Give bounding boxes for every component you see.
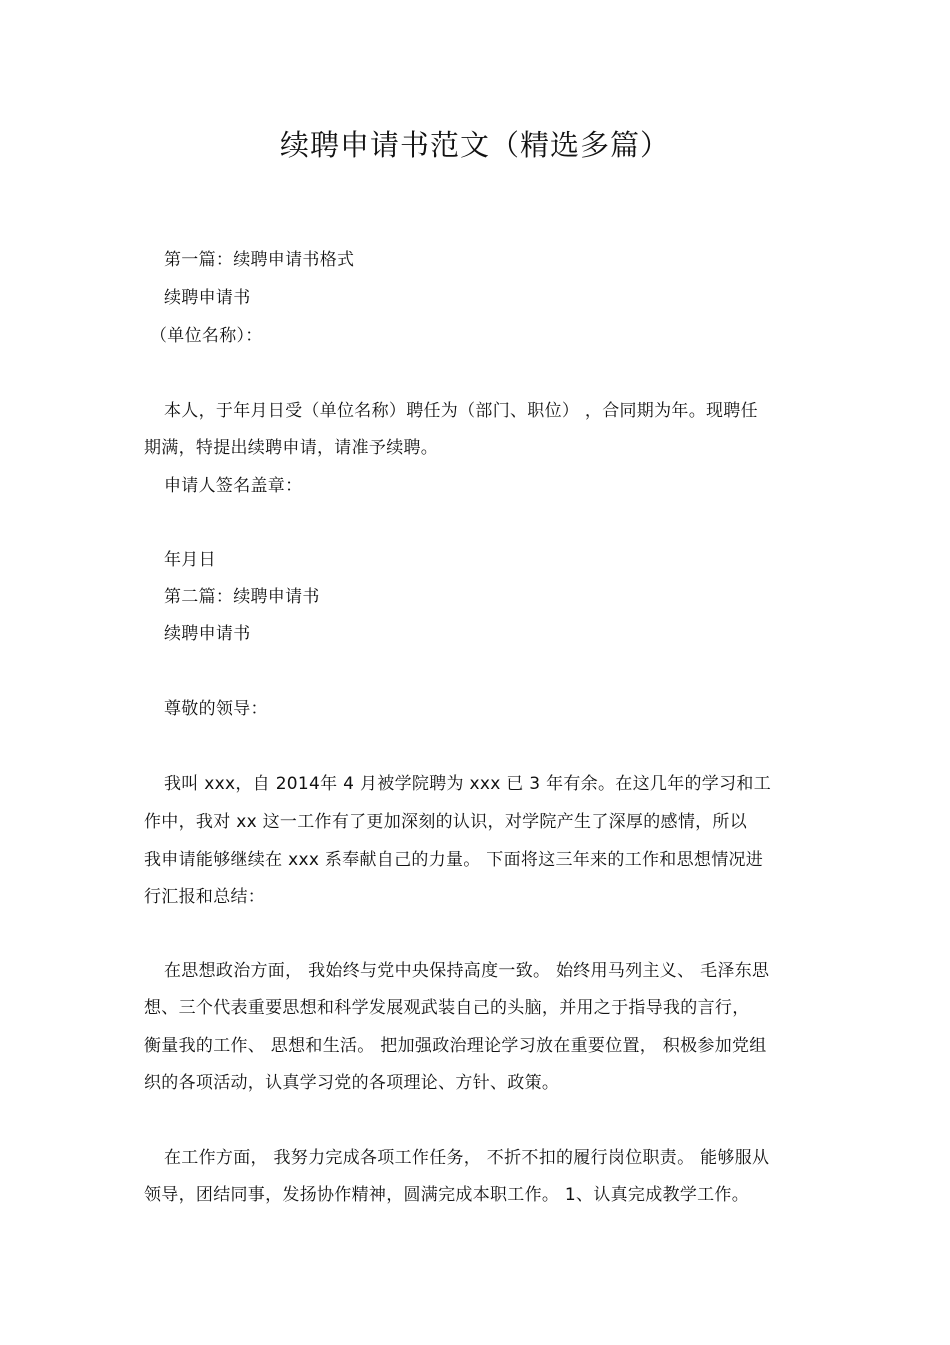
body-line: 作中，我对 xx 这一工作有了更加深刻的认识，对学院产生了深厚的感情，所以 xyxy=(144,812,748,832)
document-title: 续聘申请书范文（精选多篇） xyxy=(279,128,670,162)
section-heading-1: 第一篇：续聘申请书格式 xyxy=(164,250,355,270)
body-line: 行汇报和总结： xyxy=(144,887,266,907)
body-line: 我申请能够继续在 xxx 系奉献自己的力量。 下面将这三年来的工作和思想情况进 xyxy=(144,850,764,870)
salutation-line: 尊敬的领导： xyxy=(164,699,268,719)
body-line: 期满，特提出续聘申请，请准予续聘。 xyxy=(144,438,439,458)
recipient-line: （单位名称）： xyxy=(150,326,263,346)
body-line: 织的各项活动，认真学习党的各项理论、方针、政策。 xyxy=(144,1073,560,1093)
date-line: 年月日 xyxy=(164,550,216,570)
body-line: 在工作方面， 我努力完成各项工作任务， 不折不扣的履行岗位职责。 能够服从 xyxy=(164,1148,770,1168)
letter-heading-2: 续聘申请书 xyxy=(164,624,251,644)
body-line: 本人，于年月日受（单位名称）聘任为（部门、职位） ，合同期为年。现聘任 xyxy=(164,401,758,421)
body-line: 想、三个代表重要思想和科学发展观武装自己的头脑，并用之于指导我的言行， xyxy=(144,998,750,1018)
body-line: 领导，团结同事，发扬协作精神，圆满完成本职工作。 1、认真完成教学工作。 xyxy=(144,1185,750,1205)
signature-line: 申请人签名盖章： xyxy=(164,476,303,496)
body-line: 在思想政治方面， 我始终与党中央保持高度一致。 始终用马列主义、 毛泽东思 xyxy=(164,961,770,981)
body-line: 我叫 xxx，自 2014年 4 月被学院聘为 xxx 已 3 年有余。在这几年的学习和工 xyxy=(164,774,771,794)
letter-heading-1: 续聘申请书 xyxy=(164,288,251,308)
body-line: 衡量我的工作、 思想和生活。 把加强政治理论学习放在重要位置， 积极参加党组 xyxy=(144,1036,767,1056)
section-heading-2: 第二篇：续聘申请书 xyxy=(164,587,320,607)
